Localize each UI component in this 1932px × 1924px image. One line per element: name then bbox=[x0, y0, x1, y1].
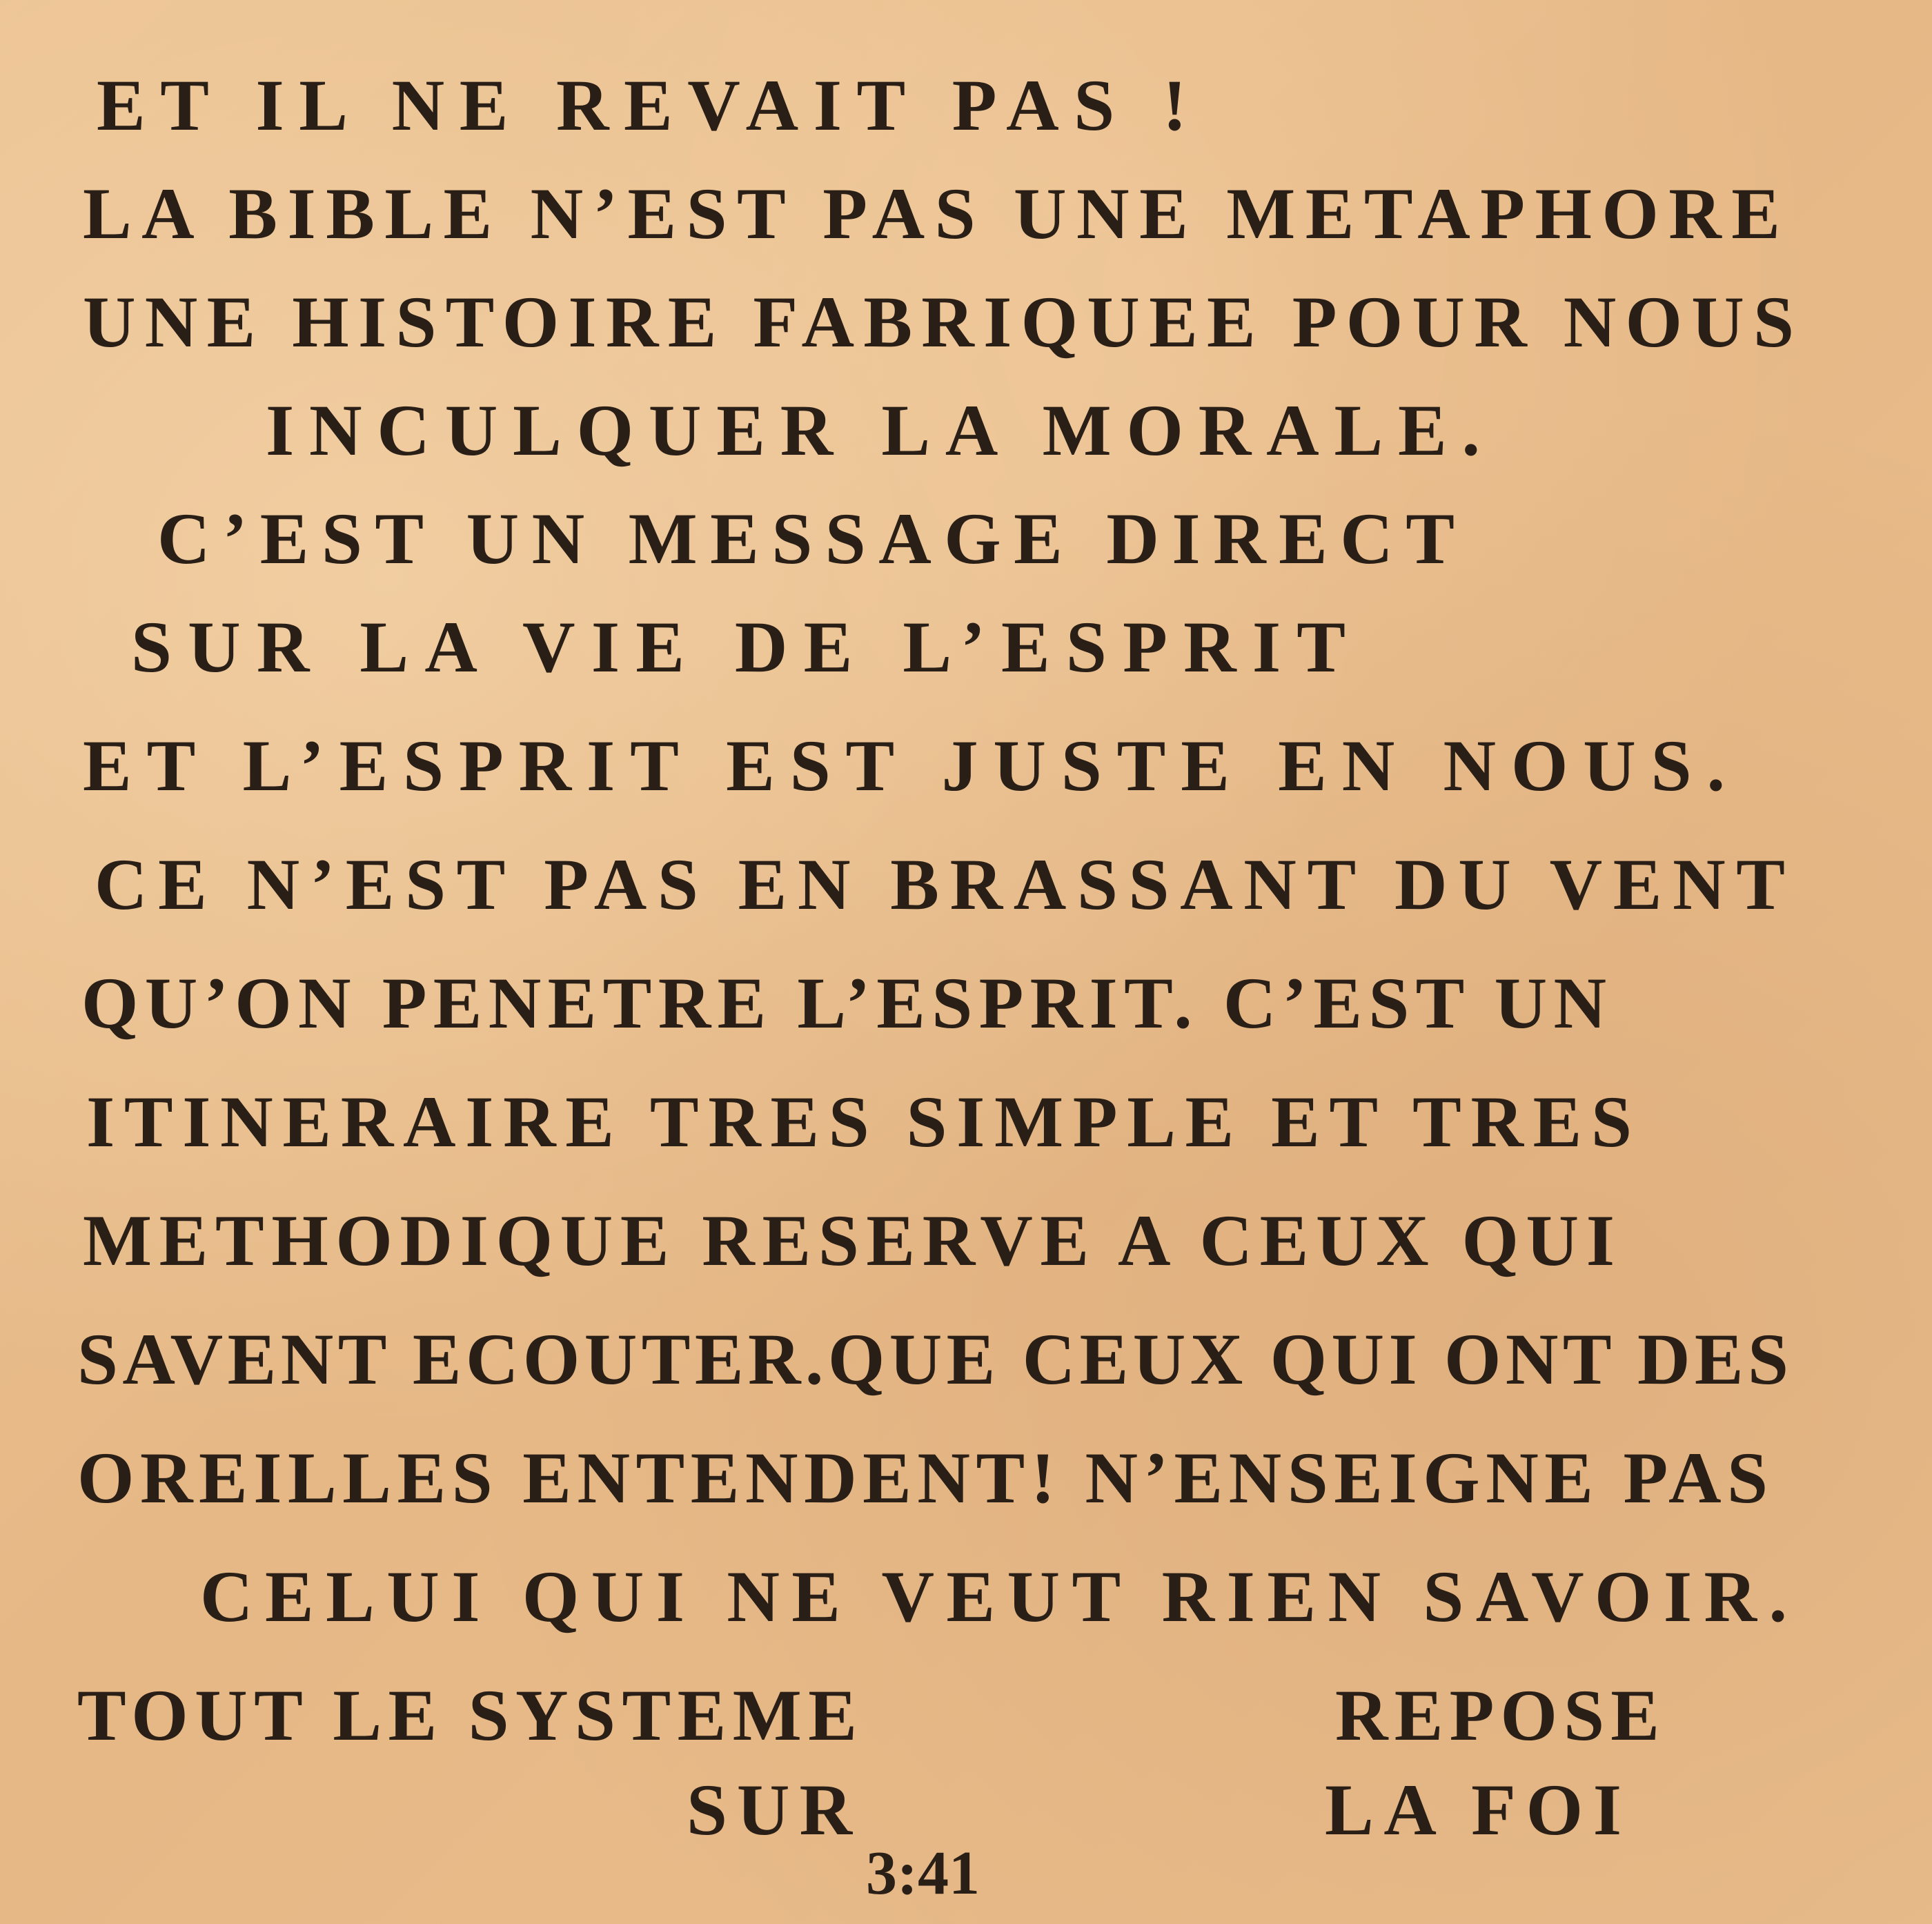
text-line-7: ET L’ESPRIT EST JUSTE EN NOUS. bbox=[83, 725, 1740, 806]
text-line-9: QU’ON PENETRE L’ESPRIT. C’EST UN bbox=[81, 963, 1613, 1043]
footer-right-bottom: LA FOI bbox=[1325, 1769, 1632, 1850]
text-line-1: ET IL NE REVAIT PAS ! bbox=[97, 65, 1202, 146]
footer-right-top: REPOSE bbox=[1335, 1675, 1666, 1756]
text-line-13: OREILLES ENTENDENT! N’ENSEIGNE PAS bbox=[77, 1437, 1774, 1518]
text-line-6: SUR LA VIE DE L’ESPRIT bbox=[131, 607, 1362, 687]
text-line-11: METHODIQUE RESERVE A CEUX QUI bbox=[83, 1200, 1622, 1281]
text-line-14: CELUI QUI NE VEUT RIEN SAVOIR. bbox=[200, 1556, 1800, 1637]
page-number: 3:41 bbox=[866, 1839, 980, 1907]
text-line-10: ITINERAIRE TRES SIMPLE ET TRES bbox=[86, 1081, 1642, 1162]
text-line-5: C’EST UN MESSAGE DIRECT bbox=[157, 498, 1468, 579]
text-line-3: UNE HISTOIRE FABRIQUEE POUR NOUS bbox=[83, 282, 1804, 362]
text-line-2: LA BIBLE N’EST PAS UNE METAPHORE bbox=[83, 173, 1791, 254]
text-line-12: SAVENT ECOUTER.QUE CEUX QUI ONT DES bbox=[77, 1319, 1793, 1400]
text-line-4: INCULQUER LA MORALE. bbox=[266, 390, 1495, 471]
footer-left-bottom: SUR bbox=[687, 1769, 862, 1850]
text-line-8: CE N’EST PAS EN BRASSANT DU VENT bbox=[95, 844, 1796, 925]
footer-left-top: TOUT LE SYSTEME bbox=[77, 1675, 864, 1756]
